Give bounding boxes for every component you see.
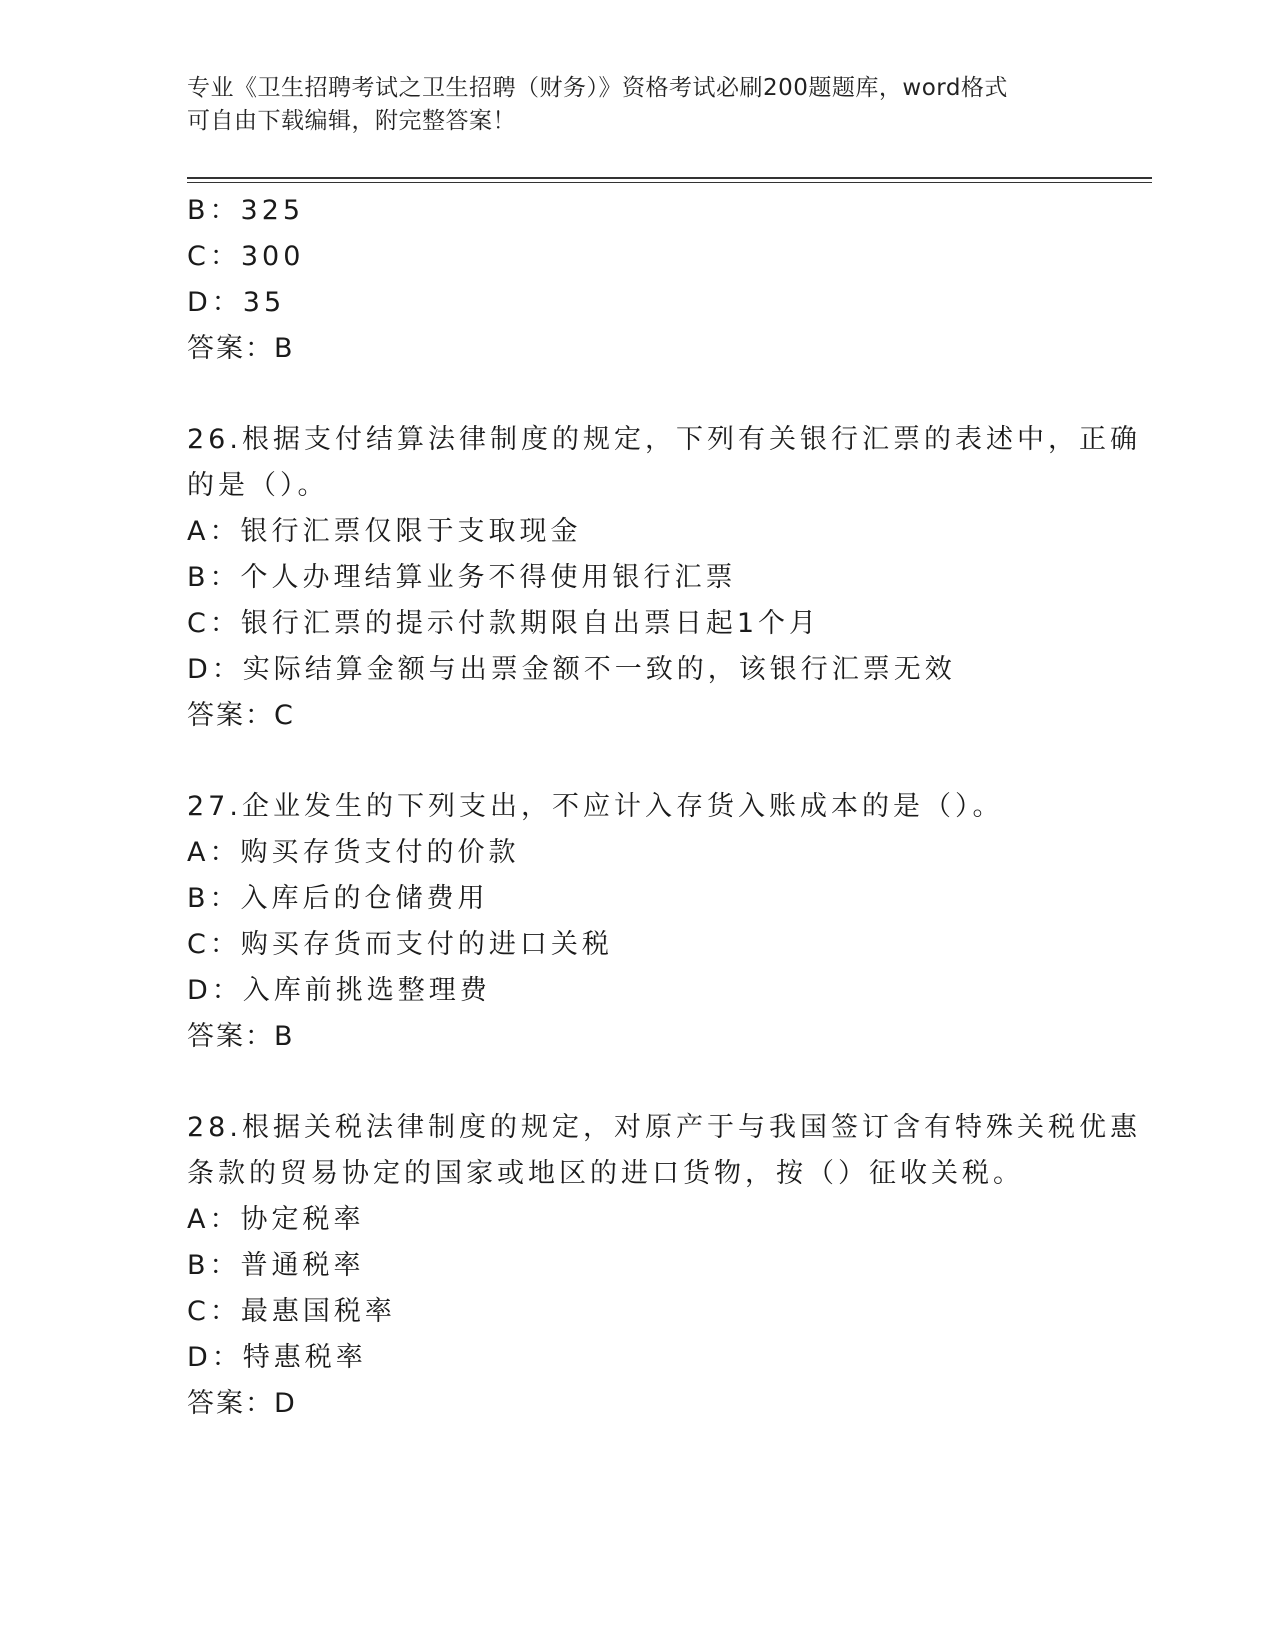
header-line-1: 专业《卫生招聘考试之卫生招聘（财务）》资格考试必刷200题题库，word格式 <box>187 75 1008 101</box>
document-body <box>187 188 1141 1427</box>
document-header <box>187 72 1067 138</box>
option-a: A：购买存货支付的价款 <box>187 837 520 868</box>
option-a: A：银行汇票仅限于支取现金 <box>187 516 582 547</box>
answer-line: 答案：B <box>187 1021 295 1052</box>
option-a: A：协定税率 <box>187 1204 365 1235</box>
option-d: D：实际结算金额与出票金额不一致的，该银行汇票无效 <box>187 654 956 685</box>
answer-line: 答案：C <box>187 700 295 731</box>
option-c: C：购买存货而支付的进口关税 <box>187 929 613 960</box>
spacer <box>187 1060 1087 1105</box>
question-text-line-2: 条款的贸易协定的国家或地区的进口货物，按（）征收关税。 <box>187 1158 1024 1189</box>
header-line-2: 可自由下载编辑，附完整答案！ <box>187 108 516 134</box>
spacer <box>187 739 1087 784</box>
question-text-line-1: 27.企业发生的下列支出，不应计入存货入账成本的是（）。 <box>187 791 1004 822</box>
question-text-line-1: 28.根据关税法律制度的规定，对原产于与我国签订含有特殊关税优惠 <box>187 1112 1141 1143</box>
answer-line: 答案：B <box>187 333 295 364</box>
option-b: B：个人办理结算业务不得使用银行汇票 <box>187 562 737 593</box>
option-b: B：325 <box>187 195 305 226</box>
option-c: C：银行汇票的提示付款期限自出票日起1个月 <box>187 608 821 639</box>
option-d: D：35 <box>187 287 286 318</box>
question-28 <box>187 1105 1141 1427</box>
question-text-line-1: 26.根据支付结算法律制度的规定，下列有关银行汇票的表述中，正确 <box>187 424 1141 455</box>
question-27 <box>187 784 1087 1060</box>
option-d: D：入库前挑选整理费 <box>187 975 491 1006</box>
option-b: B：普通税率 <box>187 1250 365 1281</box>
answer-line: 答案：D <box>187 1388 297 1419</box>
option-b: B：入库后的仓储费用 <box>187 883 489 914</box>
header-rule-thick <box>187 177 1152 179</box>
option-c: C：最惠国税率 <box>187 1296 396 1327</box>
spacer <box>187 372 1087 417</box>
header-rule-thin <box>187 182 1152 183</box>
question-25-tail <box>187 188 1087 372</box>
option-c: C：300 <box>187 241 305 272</box>
question-26 <box>187 417 1141 739</box>
option-d: D：特惠税率 <box>187 1342 367 1373</box>
question-text-line-2: 的是（）。 <box>187 470 329 501</box>
